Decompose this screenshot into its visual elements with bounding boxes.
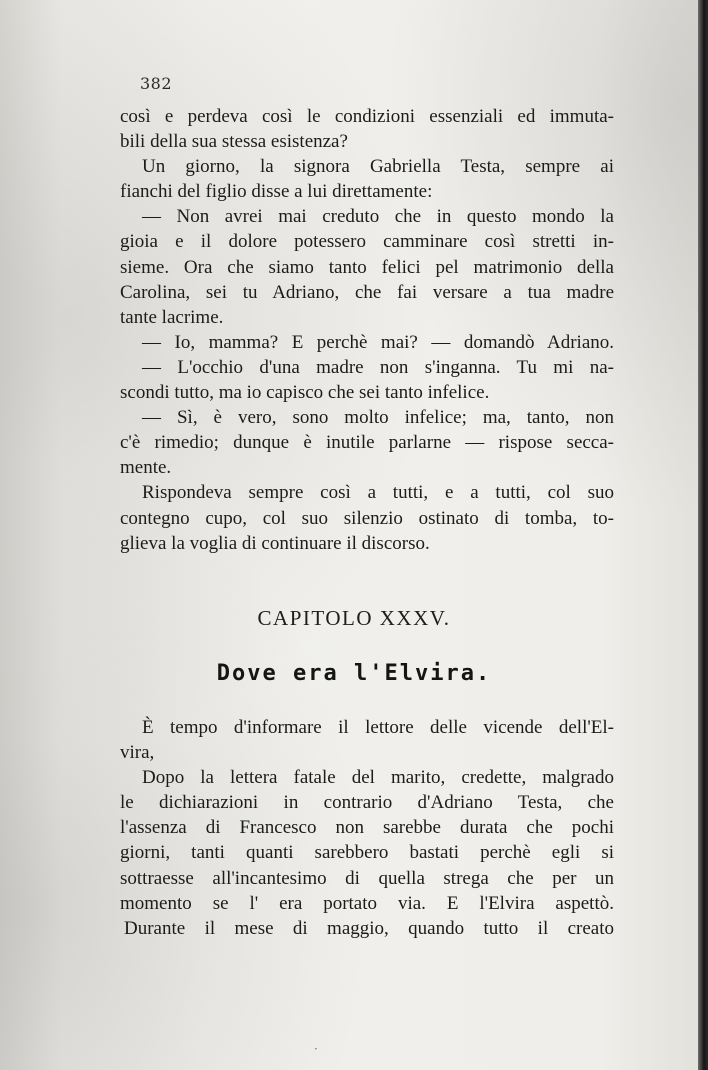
page-speck: · xyxy=(314,1042,318,1056)
text-line: le dichiarazioni in contrario d'Adriano Testa, che xyxy=(120,792,614,814)
paragraph-block-1 xyxy=(120,104,614,556)
text-line: Carolina, sei tu Adriano, che fai versare a tua madre xyxy=(120,281,614,303)
text-line: gioia e il dolore potessero camminare così stretti in- xyxy=(120,231,614,253)
text-line: Un giorno, la signora Gabriella Testa, sempre ai xyxy=(142,156,614,178)
text-line: giorni, tanti quanti sarebbero bastati perchè egli si xyxy=(120,842,614,864)
text-line: Rispondeva sempre così a tutti, e a tutti, col suo xyxy=(142,482,614,504)
text-line: glieva la voglia di continuare il discorso. xyxy=(120,532,430,554)
text-line: sottraesse all'incantesimo di quella strega che per un xyxy=(120,867,614,889)
text-line: l'assenza di Francesco non sarebbe durata che pochi xyxy=(120,817,614,839)
text-line: vira, xyxy=(120,742,155,764)
text-line: tante lacrime. xyxy=(120,306,224,328)
book-binding-edge xyxy=(698,0,708,1070)
text-line: c'è rimedio; dunque è inutile parlarne — rispose secca- xyxy=(120,432,614,454)
paragraph-block-2 xyxy=(120,715,614,941)
text-line: contegno cupo, col suo silenzio ostinato di tomba, to- xyxy=(120,507,614,529)
text-line: così e perdeva così le condizioni essenziali ed immuta- xyxy=(120,106,614,127)
text-line: — Io, mamma? E perchè mai? — domandò Adriano. xyxy=(142,331,614,353)
text-line: — Sì, è vero, sono molto infelice; ma, tanto, non xyxy=(142,407,614,429)
chapter-title: CAPITOLO XXXV. xyxy=(257,606,451,630)
text-line: mente. xyxy=(120,457,172,479)
text-line: È tempo d'informare il lettore delle vicende dell'El- xyxy=(142,717,614,738)
text-line: Dopo la lettera fatale del marito, credette, malgrado xyxy=(142,767,614,789)
text-line: scondi tutto, ma io capisco che sei tanto infelice. xyxy=(120,382,490,404)
text-line: momento se l' era portato via. E l'Elvira aspettò. xyxy=(120,892,614,914)
text-line: Durante il mese di maggio, quando tutto il creato xyxy=(124,917,614,939)
text-line: — L'occhio d'una madre non s'inganna. Tu mi na- xyxy=(142,356,614,378)
text-line: — Non avrei mai creduto che in questo mondo la xyxy=(142,206,614,228)
chapter-subtitle: Dove era l'Elvira. xyxy=(216,661,492,686)
text-line: sieme. Ora che siamo tanto felici pel matrimonio della xyxy=(120,256,614,278)
page-number: 382 xyxy=(140,74,173,93)
text-line: bili della sua stessa esistenza? xyxy=(120,131,348,153)
text-line: fianchi del figlio disse a lui direttamente: xyxy=(120,181,433,203)
